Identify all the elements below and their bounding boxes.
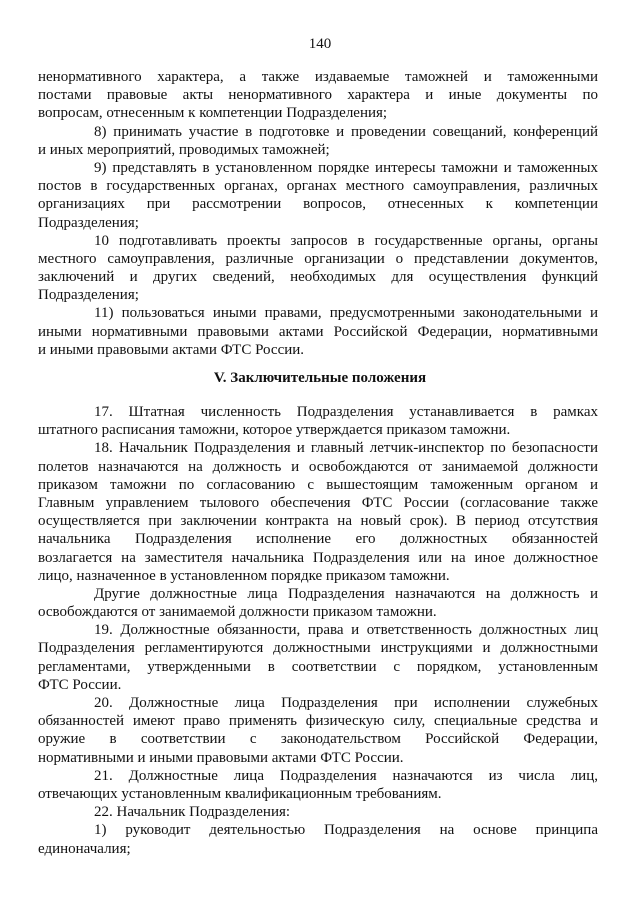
text-line: местного самоуправления, различные организации о представлении документов, bbox=[38, 250, 598, 267]
text-line: ненормативного характера, а также издаваемые таможней и таможенными bbox=[38, 69, 598, 85]
text-line: освобождаются от занимаемой должности приказом таможни. bbox=[38, 604, 437, 621]
text-line: лицо, назначенное в установленном порядке приказом таможни. bbox=[38, 567, 450, 584]
text-line: вопросам, отнесенным к компетенции Подразделения; bbox=[38, 105, 388, 122]
text-line: организациях при рассмотрении вопросов, отнесенных к компетенции bbox=[38, 196, 598, 213]
text-line: 21. Должностные лица Подразделения назначаются из числа лиц, bbox=[94, 767, 598, 784]
section-heading: V. Заключительные положения bbox=[213, 370, 427, 386]
text-line: обязанностей имеют право применять физическую силу, специальные средства и bbox=[38, 713, 598, 730]
paragraph bbox=[38, 621, 598, 694]
text-line: регламентами, утвержденными в соответствии с порядком, установленным bbox=[38, 658, 598, 675]
text-line: оружие в соответствии с законодательством Российской Федерации, bbox=[38, 731, 598, 748]
text-line: заключений и других сведений, необходимых для осуществления функций bbox=[38, 269, 598, 286]
paragraph bbox=[38, 803, 598, 821]
text-line: 22. Начальник Подразделения: bbox=[94, 804, 291, 821]
text-line: отвечающих установленным квалификационным требованиям. bbox=[38, 785, 442, 802]
text-line: 10 подготавливать проекты запросов в государственные органы, органы bbox=[94, 232, 598, 249]
paragraph bbox=[38, 68, 598, 123]
paragraph bbox=[38, 304, 598, 359]
text-line: Другие должностные лица Подразделения назначаются на должность и bbox=[94, 585, 598, 602]
paragraph bbox=[38, 439, 598, 585]
text-line: 20. Должностные лица Подразделения при исполнении служебных bbox=[94, 695, 598, 711]
text-line: Подразделения; bbox=[38, 214, 139, 231]
text-line: постов в государственных органах, органах местного самоуправления, различных bbox=[38, 178, 598, 195]
text-line: полетов назначаются на должность и освобождаются от занимаемой должности bbox=[38, 458, 598, 475]
text-line: 9) представлять в установленном порядке интересы таможни и таможенных bbox=[94, 159, 598, 176]
text-line: постами правовые акты ненормативного характера и иные документы по bbox=[38, 87, 598, 104]
text-line: 1) руководит деятельностью Подразделения на основе принципа bbox=[94, 822, 598, 839]
text-line: ФТС России. bbox=[38, 676, 122, 693]
text-line: возлагается на заместителя начальника Подразделения или на иное должностное bbox=[38, 549, 598, 566]
text-line: Главным управлением тылового обеспечения ФТС России (согласование также bbox=[38, 494, 598, 511]
paragraph bbox=[38, 767, 598, 803]
text-line: 19. Должностные обязанности, права и ответственность должностных лиц bbox=[94, 622, 598, 639]
text-line: осуществляется при заключении контракта на новый срок). В период отсутствия bbox=[38, 513, 598, 530]
text-line: Подразделения; bbox=[38, 287, 139, 304]
paragraph bbox=[38, 585, 598, 621]
text-line: Подразделения регламентируются должностными инструкциями и должностными bbox=[38, 640, 598, 657]
paragraph bbox=[38, 232, 598, 305]
page-number: 140 bbox=[308, 36, 332, 52]
bottom-text-block bbox=[38, 403, 598, 858]
text-line: 17. Штатная численность Подразделения устанавливается в рамках bbox=[94, 404, 598, 420]
paragraph bbox=[38, 403, 598, 439]
top-text-block bbox=[38, 68, 598, 359]
paragraph bbox=[38, 159, 598, 232]
text-line: иными нормативными правовыми актами Российской Федерации, нормативными bbox=[38, 323, 598, 340]
text-line: 18. Начальник Подразделения и главный летчик-инспектор по безопасности bbox=[94, 440, 598, 457]
text-line: 8) принимать участие в подготовке и проведении совещаний, конференций bbox=[94, 123, 598, 140]
paragraph bbox=[38, 123, 598, 159]
text-line: единоначалия; bbox=[38, 840, 131, 857]
text-line: штатного расписания таможни, которое утверждается приказом таможни. bbox=[38, 422, 511, 439]
text-line: 11) пользоваться иными правами, предусмотренными законодательными и bbox=[94, 305, 598, 322]
text-line: и иными правовыми актами ФТС России. bbox=[38, 341, 305, 358]
text-line: нормативными и иными правовыми актами ФТС России. bbox=[38, 749, 404, 766]
paragraph bbox=[38, 694, 598, 767]
text-line: начальника Подразделения исполнение его должностных обязанностей bbox=[38, 531, 598, 548]
text-line: и иных мероприятий, проводимых таможней; bbox=[38, 141, 330, 158]
paragraph bbox=[38, 821, 598, 857]
text-line: приказом таможни по согласованию с вышестоящим таможенным органом и bbox=[38, 476, 598, 493]
